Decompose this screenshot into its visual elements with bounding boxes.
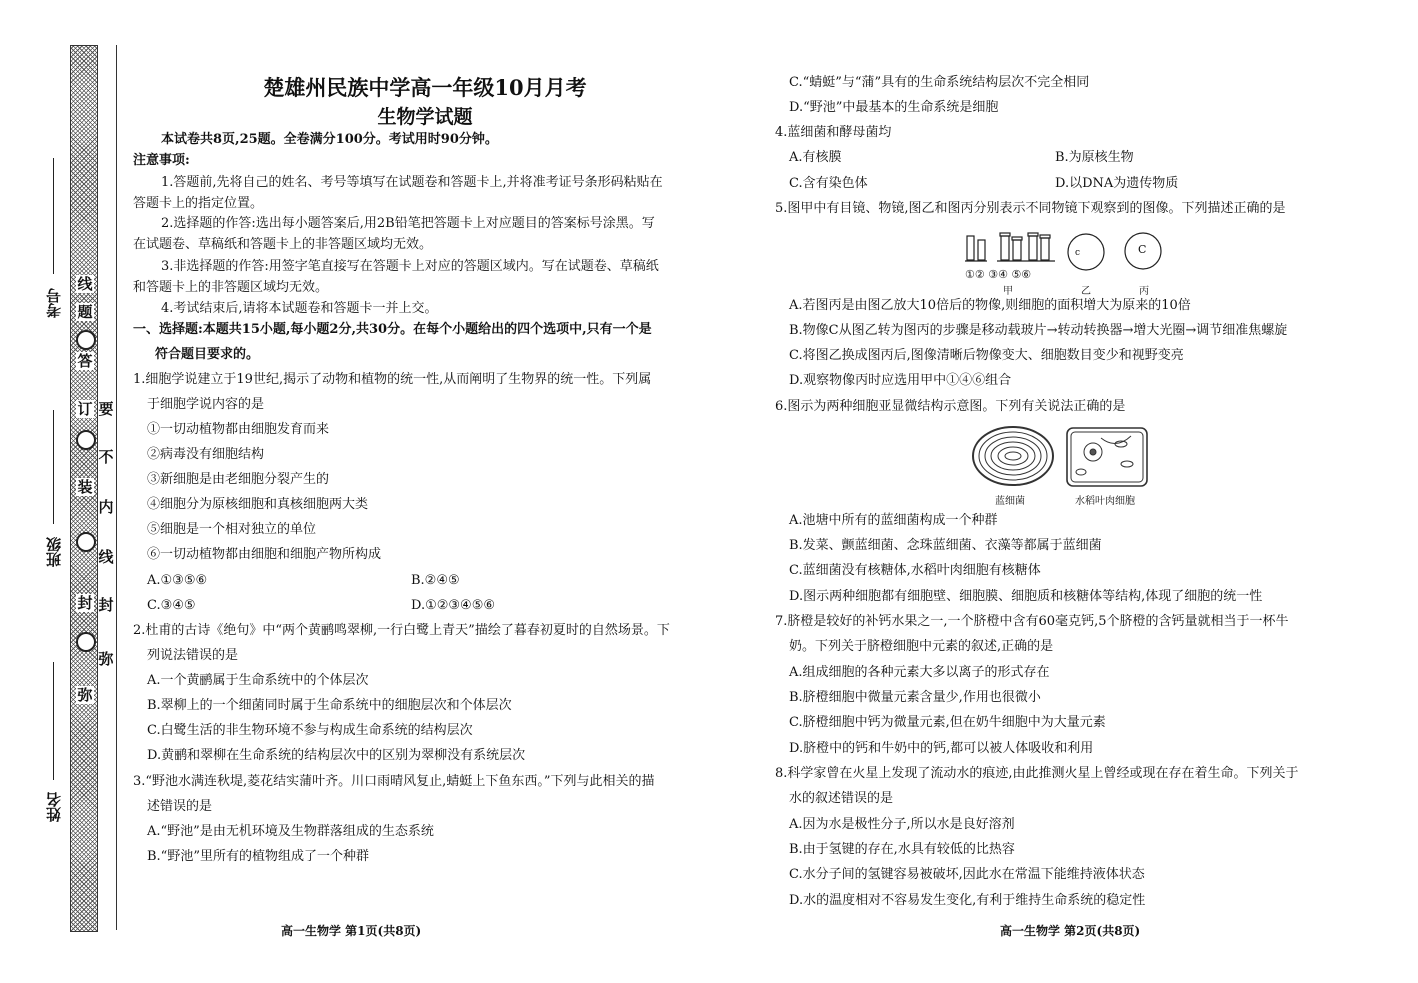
q5-microscope-figure — [963, 228, 1183, 296]
binding-circle — [76, 532, 96, 552]
name-label: 姓名 — [45, 792, 63, 822]
q7-option-a[interactable]: A.组成细胞的各种元素大多以离子的形式存在 — [789, 665, 1050, 680]
q4-stem: 4.蓝细菌和酵母菌均 — [775, 125, 892, 140]
q5-stem: 5.图甲中有目镜、物镜,图乙和图丙分别表示不同物镜下观察到的图像。下列描述正确的是 — [775, 201, 1286, 216]
q8-option-a[interactable]: A.因为水是极性分子,所以水是良好溶剂 — [789, 817, 1015, 832]
q7-option-d[interactable]: D.脐橙中的钙和牛奶中的钙,都可以被人体吸收和利用 — [789, 741, 1094, 756]
q1-item: ③新细胞是由老细胞分裂产生的 — [147, 472, 330, 487]
binding-char: 题 — [77, 303, 93, 321]
binding-char: 线 — [98, 548, 114, 566]
note-line: 答题卡上的指定位置。 — [133, 196, 264, 211]
q1-option-b[interactable]: B.②④⑤ — [411, 573, 460, 588]
q7-stem: 7.脐橙是较好的补钙水果之一,一个脐橙中含有60毫克钙,5个脐橙的含钙量就相当于一杯牛 — [775, 614, 1289, 629]
q5-option-c[interactable]: C.将图乙换成图丙后,图像清晰后物像变大、细胞数目变少和视野变亮 — [789, 348, 1184, 363]
q1-stem: 1.细胞学说建立于19世纪,揭示了动物和植物的统一性,从而阐明了生物界的统一性。下列属 — [133, 372, 652, 387]
q6-option-c[interactable]: C.蓝细菌没有核糖体,水稻叶肉细胞有核糖体 — [789, 563, 1041, 578]
class-field[interactable] — [53, 410, 54, 524]
q1-stem: 于细胞学说内容的是 — [147, 397, 265, 412]
q1-option-a[interactable]: A.①③⑤⑥ — [147, 573, 208, 588]
q2-stem: 2.杜甫的古诗《绝句》中“两个黄鹂鸣翠柳,一行白鹭上青天”描绘了暮春初夏时的自然场景。下 — [133, 623, 670, 638]
note-line: 和答题卡上的非答题区域均无效。 — [133, 280, 329, 295]
q4-option-a[interactable]: A.有核膜 — [789, 150, 842, 165]
page-footer: 高一生物学 第1页(共8页) — [281, 924, 422, 938]
name-field[interactable] — [53, 662, 54, 780]
exam-number-field[interactable] — [53, 158, 54, 274]
q2-option-c[interactable]: C.白鹭生活的非生物环境不参与构成生命系统的结构层次 — [147, 723, 473, 738]
image-c-large: C — [1138, 243, 1147, 256]
figure-jia-label: 甲 — [1003, 286, 1013, 297]
exam-info: 本试卷共8页,25题。全卷满分100分。考试用时90分钟。 — [161, 132, 498, 147]
q3-option-a[interactable]: A.“野池”是由无机环境及生物群落组成的生态系统 — [147, 824, 434, 839]
binding-char: 弥 — [98, 650, 114, 668]
binding-char: 内 — [98, 498, 114, 516]
note-line: 3.非选择题的作答:用签字笔直接写在答题卡上对应的答题区域内。写在试题卷、草稿纸 — [161, 259, 659, 274]
q2-option-b[interactable]: B.翠柳上的一个细菌同时属于生命系统中的细胞层次和个体层次 — [147, 698, 512, 713]
figure-bing-label: 丙 — [1139, 286, 1149, 297]
q7-stem: 奶。下列关于脐橙细胞中元素的叙述,正确的是 — [789, 639, 1054, 654]
section-heading: 一、选择题:本题共15小题,每小题2分,共30分。在每个小题给出的四个选项中,只有一个是 — [133, 322, 652, 337]
page-footer: 高一生物学 第2页(共8页) — [1000, 924, 1141, 938]
class-label: 班级 — [45, 537, 63, 567]
exam-subtitle: 生物学试题 — [377, 106, 473, 128]
q4-option-c[interactable]: C.含有染色体 — [789, 176, 868, 191]
q4-option-d[interactable]: D.以DNA为遗传物质 — [1055, 176, 1179, 191]
binding-circle — [76, 430, 96, 450]
note-line: 2.选择题的作答:选出每小题答案后,用2B铅笔把答题卡上对应题目的答案标号涂黑。写 — [161, 216, 655, 231]
q6-cell-figure — [971, 424, 1151, 508]
q1-option-d[interactable]: D.①②③④⑤⑥ — [411, 598, 496, 613]
q8-stem: 水的叙述错误的是 — [789, 791, 894, 806]
q7-option-c[interactable]: C.脐橙细胞中钙为微量元素,但在奶牛细胞中为大量元素 — [789, 715, 1106, 730]
q3-stem: 述错误的是 — [147, 799, 213, 814]
note-line: 4.考试结束后,请将本试题卷和答题卡一并上交。 — [161, 301, 438, 316]
note-line: 1.答题前,先将自己的姓名、考号等填写在试题卷和答题卡上,并将准考证号条形码粘贴在 — [161, 175, 663, 190]
binding-circle — [76, 632, 96, 652]
q8-stem: 8.科学家曾在火星上发现了流动水的痕迹,由此推测火星上曾经或现在存在着生命。下列关于 — [775, 766, 1299, 781]
q1-item: ②病毒没有细胞结构 — [147, 447, 265, 462]
q2-option-a[interactable]: A.一个黄鹂属于生命系统中的个体层次 — [147, 673, 369, 688]
binding-char: 要 — [98, 400, 114, 418]
q8-option-b[interactable]: B.由于氢键的存在,水具有较低的比热容 — [789, 842, 1015, 857]
q8-option-d[interactable]: D.水的温度相对不容易发生变化,有利于维持生命系统的稳定性 — [789, 893, 1146, 908]
q1-option-c[interactable]: C.③④⑤ — [147, 598, 196, 613]
q3-stem: 3.“野池水满连秋堤,菱花结实蒲叶齐。川口雨晴风复止,蜻蜓上下鱼东西。”下列与此相关的描 — [133, 774, 655, 789]
q1-item: ⑤细胞是一个相对独立的单位 — [147, 522, 317, 537]
notice-title: 注意事项: — [133, 153, 190, 168]
q1-item: ①一切动植物都由细胞发育而来 — [147, 422, 330, 437]
q2-option-d[interactable]: D.黄鹂和翠柳在生命系统的结构层次中的区别为翠柳没有系统层次 — [147, 748, 526, 763]
cell-structure-diagram — [971, 424, 1151, 494]
q2-stem: 列说法错误的是 — [147, 648, 239, 663]
q6-option-b[interactable]: B.发菜、颤蓝细菌、念珠蓝细菌、衣藻等都属于蓝细菌 — [789, 538, 1102, 553]
q6-stem: 6.图示为两种细胞亚显微结构示意图。下列有关说法正确的是 — [775, 399, 1126, 414]
binding-char: 订 — [77, 400, 93, 418]
binding-char: 装 — [77, 478, 93, 496]
binding-char: 封 — [98, 596, 114, 614]
binding-char: 线 — [77, 275, 93, 293]
rice-cell-label: 水稻叶肉细胞 — [1075, 496, 1135, 507]
q5-option-b[interactable]: B.物像C从图乙转为图丙的步骤是移动载玻片→转动转换器→增大光圈→调节细准焦螺旋 — [789, 323, 1288, 338]
q3-option-d[interactable]: D.“野池”中最基本的生命系统是细胞 — [789, 100, 999, 115]
q5-option-a[interactable]: A.若图丙是由图乙放大10倍后的物像,则细胞的面积增大为原来的10倍 — [789, 298, 1191, 313]
q3-option-c[interactable]: C.“蜻蜓”与“蒲”具有的生命系统结构层次不完全相同 — [789, 75, 1090, 90]
q5-option-d[interactable]: D.观察物像丙时应选用甲中①④⑥组合 — [789, 373, 1012, 388]
microscope-lens-diagram — [963, 228, 1183, 296]
cyanobacteria-label: 蓝细菌 — [995, 496, 1025, 507]
q8-option-c[interactable]: C.水分子间的氢键容易被破坏,因此水在常温下能维持液体状态 — [789, 867, 1145, 882]
binding-circle — [76, 330, 96, 350]
lens-numbers: ①② ③④ ⑤⑥ — [965, 268, 1032, 281]
binding-divider — [116, 45, 117, 930]
section-heading-cont: 符合题目要求的。 — [155, 347, 260, 362]
q6-option-a[interactable]: A.池塘中所有的蓝细菌构成一个种群 — [789, 513, 998, 528]
q4-option-b[interactable]: B.为原核生物 — [1055, 150, 1134, 165]
note-line: 在试题卷、草稿纸和答题卡上的非答题区域均无效。 — [133, 237, 433, 252]
q1-item: ⑥一切动植物都由细胞和细胞产物所构成 — [147, 547, 382, 562]
binding-char: 不 — [98, 448, 114, 466]
exam-title: 楚雄州民族中学高一年级10月月考 — [263, 75, 587, 100]
figure-yi-label: 乙 — [1081, 286, 1091, 297]
q7-option-b[interactable]: B.脐橙细胞中微量元素含量少,作用也很微小 — [789, 690, 1041, 705]
binding-char: 封 — [77, 594, 93, 612]
q3-option-b[interactable]: B.“野池”里所有的植物组成了一个种群 — [147, 849, 369, 864]
binding-char: 答 — [77, 352, 93, 370]
binding-char: 弥 — [77, 686, 93, 704]
q6-option-d[interactable]: D.图示两种细胞都有细胞壁、细胞膜、细胞质和核糖体等结构,体现了细胞的统一性 — [789, 589, 1263, 604]
image-c-small: c — [1075, 248, 1081, 258]
q1-item: ④细胞分为原核细胞和真核细胞两大类 — [147, 497, 369, 512]
exam-number-label: 考号 — [45, 288, 63, 318]
